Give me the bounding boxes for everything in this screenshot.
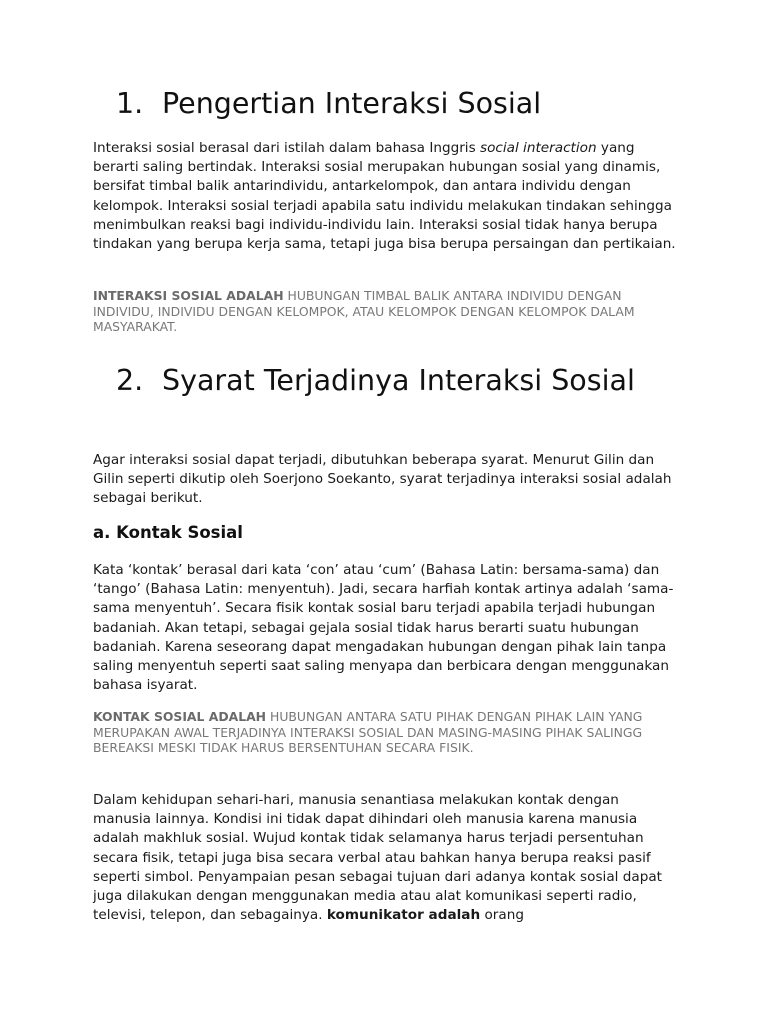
section-2-intro: Agar interaksi sosial dapat terjadi, dibutuhkan beberapa syarat. Menurut Gilin dan Gilin seperti dikutip oleh Soerjono Soekanto, syarat terjadinya interaksi sosial adalah sebagai berikut. — [93, 452, 672, 507]
section-1-definition-callout — [93, 288, 678, 335]
section-2-number: 2. — [116, 364, 144, 397]
section-1-heading — [116, 87, 676, 121]
subsection-a-callout-text: HUBUNGAN ANTARA SATU PIHAK DENGAN PIHAK LAIN YANG MERUPAKAN AWAL TERJADINYA INTERAKSI SOSIAL DAN MASING-MASING PIHAK SALINGG BEREAKSI MESKI TIDAK HARUS BERSENTUHAN SECARA FISIK. — [93, 709, 643, 756]
section-2-title: Syarat Terjadinya Interaksi Sosial — [162, 364, 635, 397]
section-2-heading — [116, 364, 676, 398]
subsection-a-callout-term: KONTAK SOSIAL ADALAH — [93, 709, 267, 724]
subsection-a-paragraph-2-text: Dalam kehidupan sehari-hari, manusia senantiasa melakukan kontak dengan manusia lainnya. Kondisi ini tidak dapat dihindari oleh manusia karena manusia adalah makhluk sosial. Wujud kontak tidak selamanya harus terjadi persentuhan secara fisik, tetapi juga bisa secara verbal atau bahkan hanya berupa reaksi pasif seperti simbol. Penyampaian pesan sebagai tujuan dari adanya kontak sosial dapat juga dilakukan dengan menggunakan media atau alat komunikasi seperti radio, televisi, telepon, dan sebagainya. — [93, 792, 662, 924]
section-1-paragraph — [93, 139, 678, 254]
section-1-paragraph-start: Interaksi sosial berasal dari istilah dalam bahasa Inggris — [93, 140, 480, 156]
subsection-a-heading: a. Kontak Sosial — [93, 523, 243, 542]
section-1-callout-term: INTERAKSI SOSIAL ADALAH — [93, 288, 284, 303]
subsection-a-paragraph-2-end: orang — [480, 907, 524, 924]
section-1-english-term: social interaction — [479, 140, 597, 156]
subsection-a-paragraph-2 — [93, 791, 678, 925]
subsection-a-definition-callout — [93, 709, 678, 756]
section-1-paragraph-rest: yang berarti saling bertindak. Interaksi sosial merupakan hubungan sosial yang dinamis, bersifat timbal balik antarindividu, antarkelompok, dan antara individu dengan kelompok. Interaksi sosial terjadi apabila satu individu melakukan tindakan sehingga menimbulkan reaksi bagi individu-individu lain. Interaksi sosial tidak hanya berupa tindakan yang berupa kerja sama, tetapi juga bisa berupa persaingan dan pertikaian. — [93, 140, 676, 253]
subsection-a-paragraph-2-bold: komunikator adalah — [326, 907, 481, 924]
section-1-callout-text: HUBUNGAN TIMBAL BALIK ANTARA INDIVIDU DENGAN INDIVIDU, INDIVIDU DENGAN KELOMPOK, ATAU KELOMPOK DENGAN KELOMPOK DALAM MASYARAKAT. — [93, 288, 635, 335]
section-1-title: Pengertian Interaksi Sosial — [162, 87, 542, 120]
subsection-a-paragraph-1: Kata ‘kontak’ berasal dari kata ‘con’ atau ‘cum’ (Bahasa Latin: bersama-sama) dan ‘tango’ (Bahasa Latin: menyentuh). Jadi, secara harfiah kontak artinya adalah ‘sama-sama menyentuh’. Secara fisik kontak sosial baru terjadi apabila terjadi hubungan badaniah. Akan tetapi, sebagai gejala sosial tidak harus berarti suatu hubungan badaniah. Karena seseorang dapat mengadakan hubungan dengan pihak lain tanpa saling menyentuh seperti saat saling menyapa dan berbicara dengan menggunakan bahasa isyarat. — [93, 562, 674, 694]
section-1-number: 1. — [116, 87, 144, 120]
